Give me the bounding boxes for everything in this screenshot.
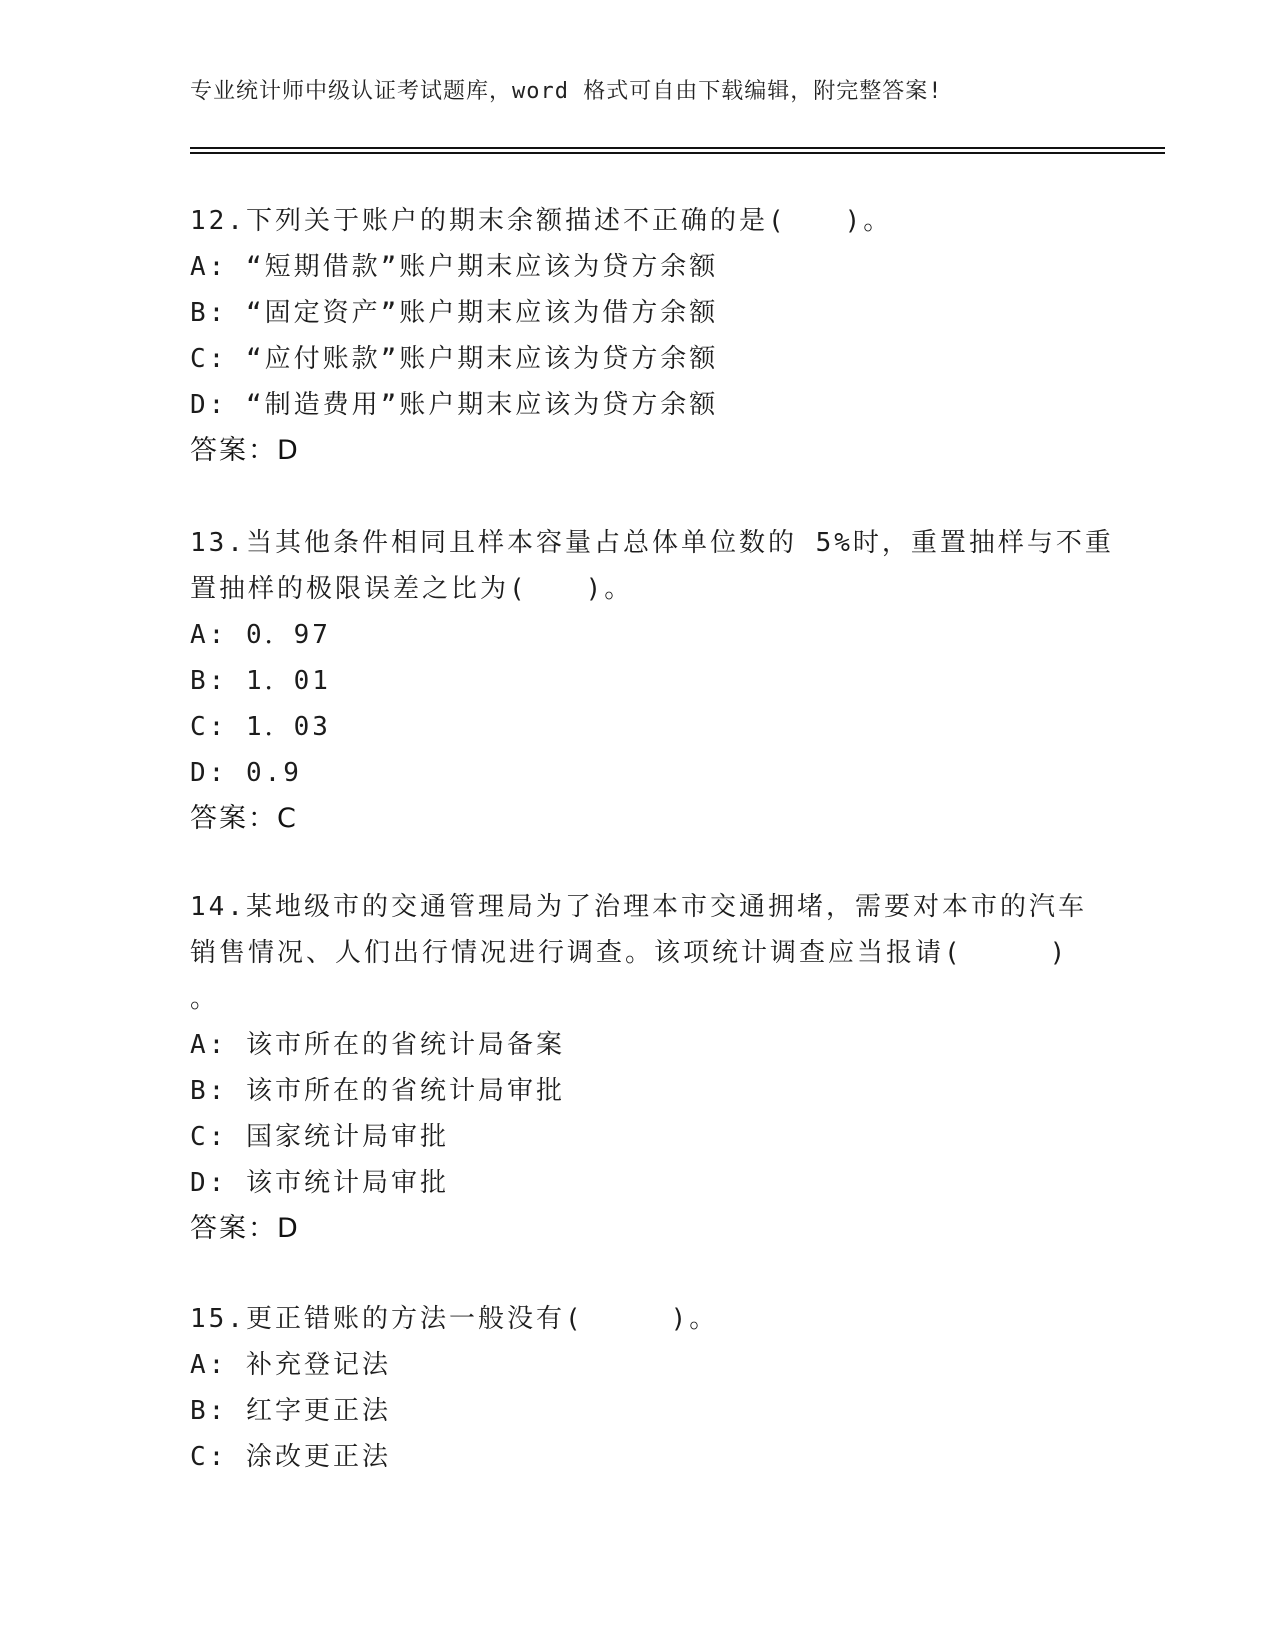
- question-stem: 13.当其他条件相同且样本容量占总体单位数的 5%时，重置抽样与不重: [190, 528, 1114, 558]
- question-stem-cont: 销售情况、人们出行情况进行调查。该项统计调查应当报请( ): [190, 938, 1069, 968]
- answer: 答案：D: [190, 435, 300, 466]
- option-a: A: 该市所在的省统计局备案: [190, 1030, 565, 1060]
- option-c: C: 1．03: [190, 712, 331, 742]
- option-b: B: 红字更正法: [190, 1396, 391, 1426]
- option-c: C: 国家统计局审批: [190, 1122, 449, 1152]
- question-stem-cont: 置抽样的极限误差之比为( )。: [190, 574, 634, 604]
- option-c: C: 涂改更正法: [190, 1442, 391, 1472]
- question-stem: 12.下列关于账户的期末余额描述不正确的是( )。: [190, 206, 893, 236]
- question-13: [190, 520, 1114, 842]
- header-divider-bottom: [190, 152, 1165, 154]
- question-14: [190, 884, 1090, 1252]
- option-c: C: “应付账款”账户期末应该为贷方余额: [190, 344, 719, 374]
- option-a: A: 0．97: [190, 620, 331, 650]
- option-d: D: “制造费用”账户期末应该为贷方余额: [190, 390, 719, 420]
- answer: 答案：C: [190, 803, 298, 834]
- option-d: D: 该市统计局审批: [190, 1168, 449, 1198]
- option-a: A: 补充登记法: [190, 1350, 391, 1380]
- option-b: B: 该市所在的省统计局审批: [190, 1076, 565, 1106]
- answer: 答案：D: [190, 1213, 300, 1244]
- option-a: A: “短期借款”账户期末应该为贷方余额: [190, 252, 719, 282]
- question-stem: 15.更正错账的方法一般没有( )。: [190, 1304, 719, 1334]
- document-header: 专业统计师中级认证考试题库，word 格式可自由下载编辑，附完整答案!: [190, 79, 943, 104]
- question-15: [190, 1296, 1090, 1480]
- header-divider-top: [190, 147, 1165, 149]
- question-stem-cont: 。: [190, 984, 220, 1014]
- option-b: B: “固定资产”账户期末应该为借方余额: [190, 298, 719, 328]
- option-b: B: 1．01: [190, 666, 331, 696]
- option-d: D: 0.9: [190, 758, 302, 788]
- question-stem: 14.某地级市的交通管理局为了治理本市交通拥堵，需要对本市的汽车: [190, 892, 1087, 922]
- question-12: [190, 198, 1090, 474]
